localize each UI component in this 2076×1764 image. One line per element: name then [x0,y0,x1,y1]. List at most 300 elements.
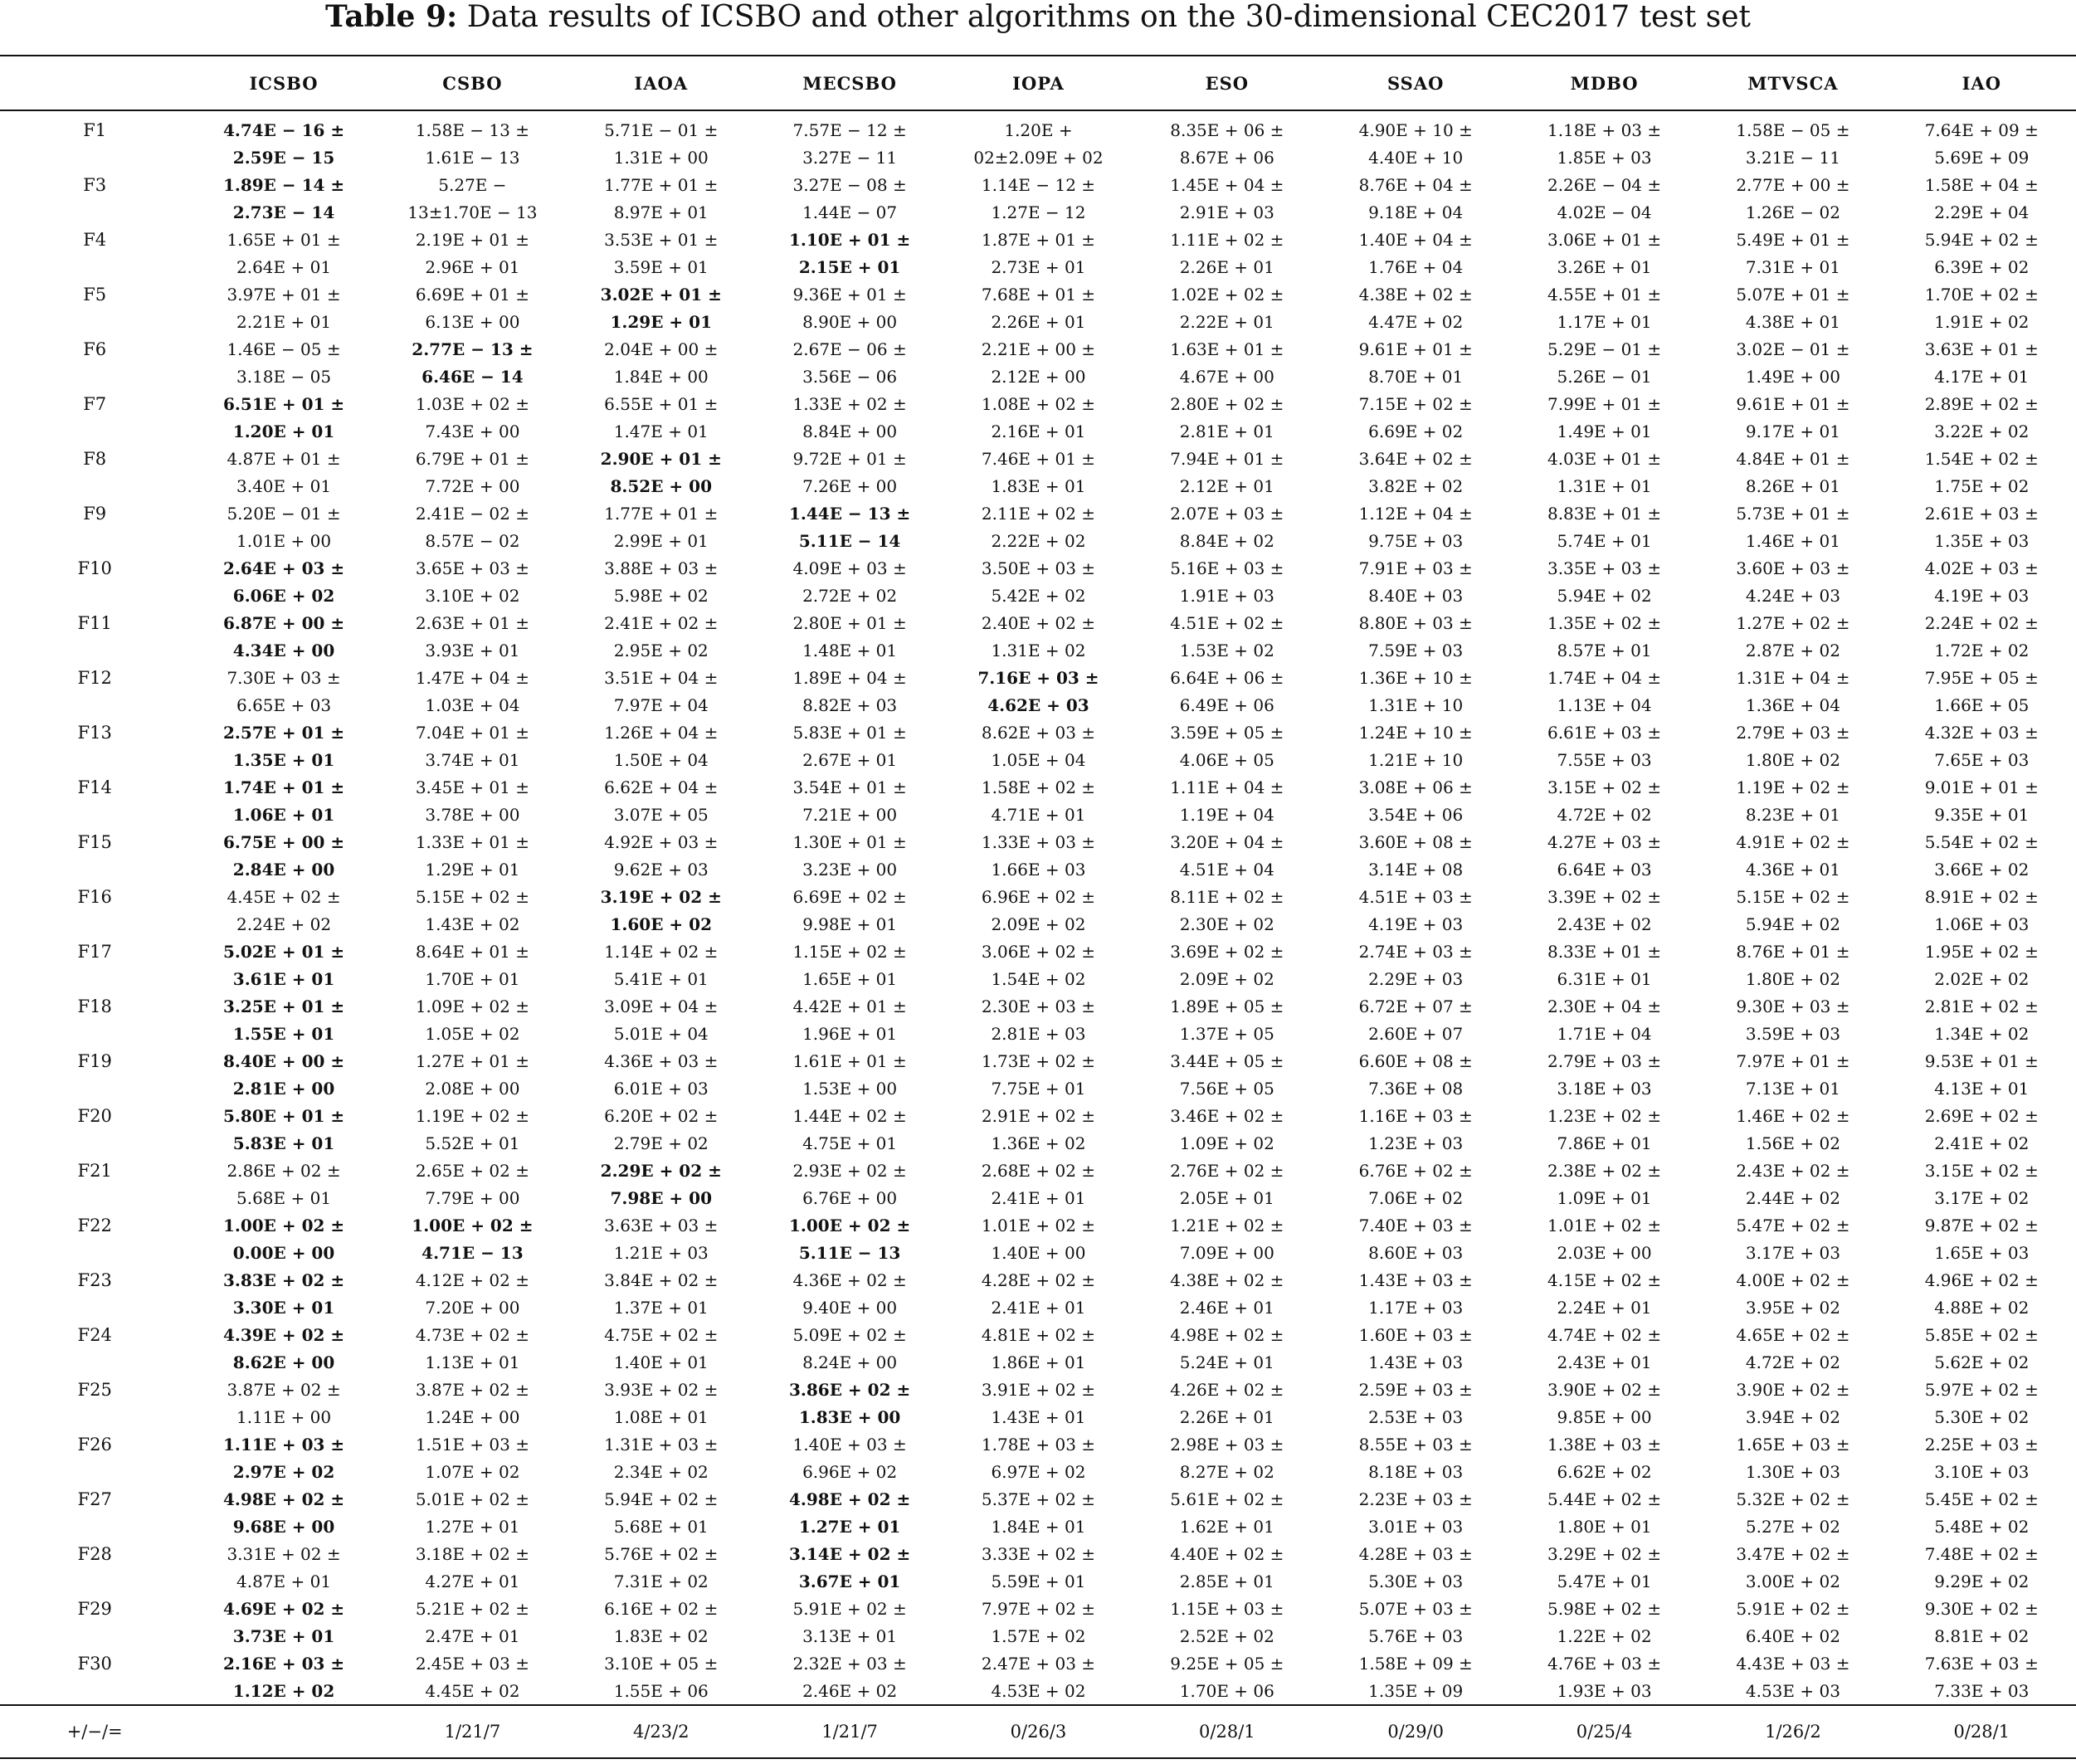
mean-cell: 2.77E − 13 ± [412,339,534,359]
std-cell: 2.44E + 02 [1745,1187,1840,1208]
mean-cell: 2.65E + 02 ± [415,1160,529,1181]
mean-cell: 5.91E + 02 ± [1736,1598,1850,1619]
std-cell: 5.42E + 02 [991,585,1086,606]
table-row-std [0,1567,2076,1595]
function-label-spacer [0,363,189,390]
std-cell: 7.65E + 03 [1934,749,2030,770]
std-cell: 4.47E + 02 [1368,311,1464,332]
mean-cell: 1.43E + 03 ± [1358,1269,1473,1290]
function-label: F17 [77,941,112,962]
mean-cell: 4.26E + 02 ± [1170,1379,1284,1400]
std-cell: 5.62E + 02 [1934,1352,2030,1372]
mean-cell: 7.95E + 05 ± [1924,667,2039,688]
std-cell: 6.13E + 00 [425,311,520,332]
mean-cell: 3.33E + 02 ± [981,1543,1096,1564]
std-cell: 4.13E + 01 [1934,1078,2030,1099]
std-cell: 1.55E + 01 [232,1023,335,1044]
function-label: F11 [77,612,112,633]
mean-cell: 2.07E + 03 ± [1170,503,1284,524]
mean-cell: 1.11E + 04 ± [1170,777,1284,797]
std-cell: 2.12E + 00 [991,366,1086,387]
std-cell: 7.06E + 02 [1368,1187,1464,1208]
std-cell: 2.79E + 02 [613,1133,709,1153]
mean-cell: 6.62E + 04 ± [604,777,719,797]
std-cell: 8.70E + 01 [1368,366,1464,387]
std-cell: 8.81E + 02 [1934,1625,2030,1646]
mean-cell: 3.19E + 02 ± [600,886,722,907]
mean-cell: 4.73E + 02 ± [415,1324,529,1345]
table-body [0,110,2076,1705]
mean-cell: 5.49E + 01 ± [1736,229,1850,250]
std-cell: 02±2.09E + 02 [973,147,1104,168]
mean-cell: 3.59E + 05 ± [1170,722,1284,743]
mean-cell: 4.98E + 02 ± [789,1489,911,1509]
std-cell: 1.71E + 04 [1557,1023,1652,1044]
mean-cell: 2.67E − 06 ± [792,339,907,359]
table-row-mean [0,664,2076,691]
function-label: F27 [77,1489,112,1509]
std-cell: 3.27E − 11 [802,147,898,168]
mean-cell: 4.75E + 02 ± [604,1324,719,1345]
mean-cell: 5.32E + 02 ± [1736,1489,1850,1509]
mean-cell: 2.77E + 00 ± [1736,174,1850,195]
mean-cell: 7.63E + 03 ± [1924,1653,2039,1674]
std-cell: 3.74E + 01 [425,749,520,770]
std-cell: 1.83E + 01 [991,475,1086,496]
std-cell: 2.73E + 01 [991,256,1086,277]
mean-cell: 7.68E + 01 ± [981,284,1096,305]
std-cell: 7.43E + 00 [425,421,520,441]
mean-cell: 4.43E + 03 ± [1736,1653,1850,1674]
mean-cell: 9.72E + 01 ± [792,448,907,469]
mean-cell: 8.91E + 02 ± [1924,886,2039,907]
table-row-std [0,527,2076,554]
function-label: F21 [77,1160,112,1181]
mean-cell: 5.94E + 02 ± [1924,229,2039,250]
std-cell: 9.75E + 03 [1368,530,1464,551]
std-cell: 4.38E + 01 [1745,311,1840,332]
mean-cell: 5.83E + 01 ± [792,722,907,743]
std-cell: 5.83E + 01 [232,1133,335,1153]
mean-cell: 1.12E + 04 ± [1358,503,1473,524]
mean-cell: 5.07E + 03 ± [1358,1598,1473,1619]
std-cell: 7.31E + 01 [1745,256,1840,277]
std-cell: 7.31E + 02 [613,1571,709,1591]
mean-cell: 2.45E + 03 ± [415,1653,529,1674]
std-cell: 7.72E + 00 [425,475,520,496]
std-cell: 3.40E + 01 [236,475,332,496]
mean-cell: 5.21E + 02 ± [415,1598,529,1619]
std-cell: 2.91E + 03 [1179,202,1274,222]
mean-cell: 1.61E + 01 ± [792,1050,907,1071]
std-cell: 3.21E − 11 [1745,147,1840,168]
std-cell: 5.59E + 01 [991,1571,1086,1591]
column-header: MDBO [1510,56,1698,110]
mean-cell: 2.80E + 02 ± [1170,393,1284,414]
mean-cell: 1.15E + 03 ± [1170,1598,1284,1619]
std-cell: 1.13E + 04 [1557,694,1652,715]
mean-cell: 9.36E + 01 ± [792,284,907,305]
mean-cell: 4.96E + 02 ± [1924,1269,2039,1290]
std-cell: 1.80E + 01 [1557,1516,1652,1537]
std-cell: 3.54E + 06 [1368,804,1464,825]
mean-cell: 1.89E + 05 ± [1170,996,1284,1016]
function-label-spacer [0,472,189,499]
summary-cell: 0/28/1 [1888,1705,2076,1758]
mean-cell: 2.86E + 02 ± [227,1160,341,1181]
table-row-std [0,1129,2076,1157]
std-cell: 2.95E + 02 [613,640,709,660]
std-cell: 8.90E + 00 [802,311,898,332]
std-cell: 1.13E + 01 [425,1352,520,1372]
mean-cell: 1.46E − 05 ± [227,339,341,359]
std-cell: 8.26E + 01 [1745,475,1840,496]
mean-cell: 3.46E + 02 ± [1170,1105,1284,1126]
mean-cell: 4.12E + 02 ± [415,1269,529,1290]
std-cell: 3.26E + 01 [1557,256,1652,277]
std-cell: 2.84E + 00 [232,859,335,880]
std-cell: 1.65E + 01 [802,968,898,989]
std-cell: 6.49E + 06 [1179,694,1274,715]
mean-cell: 3.02E + 01 ± [600,284,722,305]
std-cell: 5.47E + 01 [1557,1571,1652,1591]
std-cell: 9.29E + 02 [1934,1571,2030,1591]
std-cell: 2.60E + 07 [1368,1023,1464,1044]
mean-cell: 1.44E + 02 ± [792,1105,907,1126]
std-cell: 1.35E + 03 [1934,530,2030,551]
std-cell: 1.37E + 01 [613,1297,709,1318]
std-cell: 3.10E + 02 [425,585,520,606]
std-cell: 3.78E + 00 [425,804,520,825]
mean-cell: 8.80E + 03 ± [1358,612,1473,633]
mean-cell: 6.96E + 02 ± [981,886,1096,907]
function-label-spacer [0,1622,189,1649]
std-cell: 2.29E + 04 [1934,202,2030,222]
mean-cell: 3.14E + 02 ± [789,1543,911,1564]
std-cell: 8.24E + 00 [802,1352,898,1372]
mean-cell: 8.76E + 01 ± [1736,941,1850,962]
mean-cell: 4.15E + 02 ± [1547,1269,1662,1290]
std-cell: 1.29E + 01 [610,311,712,332]
mean-cell: 2.24E + 02 ± [1924,612,2039,633]
std-cell: 1.76E + 04 [1368,256,1464,277]
std-cell: 1.43E + 02 [425,914,520,934]
std-cell: 3.07E + 05 [613,804,709,825]
function-label-spacer [0,1513,189,1540]
std-cell: 5.68E + 01 [613,1516,709,1537]
mean-cell: 3.02E − 01 ± [1736,339,1850,359]
std-cell: 1.31E + 01 [1557,475,1652,496]
mean-cell: 6.76E + 02 ± [1358,1160,1473,1181]
std-cell: 4.87E + 01 [236,1571,332,1591]
mean-cell: 8.35E + 06 ± [1170,119,1284,140]
mean-cell: 1.15E + 02 ± [792,941,907,962]
table-row-std [0,582,2076,609]
table-row-mean [0,1649,2076,1677]
std-cell: 1.47E + 01 [613,421,709,441]
mean-cell: 1.27E + 01 ± [415,1050,529,1071]
summary-cell: 0/26/3 [944,1705,1133,1758]
mean-cell: 1.58E − 05 ± [1736,119,1850,140]
std-cell: 5.11E − 14 [798,530,901,551]
table-row-mean [0,554,2076,582]
mean-cell: 2.57E + 01 ± [222,722,345,743]
std-cell: 2.41E + 01 [991,1297,1086,1318]
std-cell: 7.36E + 08 [1368,1078,1464,1099]
std-cell: 9.85E + 00 [1557,1406,1652,1427]
mean-cell: 1.58E − 13 ± [415,119,529,140]
std-cell: 3.93E + 01 [425,640,520,660]
mean-cell: 1.00E + 02 ± [222,1215,345,1235]
mean-cell: 1.47E + 04 ± [415,667,529,688]
mean-cell: 2.29E + 02 ± [600,1160,722,1181]
std-cell: 7.97E + 04 [613,694,709,715]
table-row-std [0,144,2076,171]
table-row-std [0,636,2076,664]
mean-cell: 2.32E + 03 ± [792,1653,907,1674]
std-cell: 1.65E + 03 [1934,1242,2030,1263]
mean-cell: 4.55E + 01 ± [1547,284,1662,305]
mean-cell: 3.39E + 02 ± [1547,886,1662,907]
mean-cell: 1.14E − 12 ± [981,174,1096,195]
mean-cell: 8.55E + 03 ± [1358,1434,1473,1455]
mean-cell: 1.16E + 03 ± [1358,1105,1473,1126]
std-cell: 1.29E + 01 [425,859,520,880]
mean-cell: 1.19E + 02 ± [1736,777,1850,797]
table-title: Data results of ICSBO and other algorithms on the 30-dimensional CEC2017 test set [457,0,1751,34]
std-cell: 3.82E + 02 [1368,475,1464,496]
std-cell: 3.94E + 02 [1745,1406,1840,1427]
mean-cell: 3.18E + 02 ± [415,1543,529,1564]
std-cell: 3.67E + 01 [798,1571,901,1591]
std-cell: 1.46E + 01 [1745,530,1840,551]
summary-cell: 4/23/2 [567,1705,755,1758]
mean-cell: 9.30E + 02 ± [1924,1598,2039,1619]
mean-cell: 6.72E + 07 ± [1358,996,1473,1016]
function-label-spacer [0,1458,189,1485]
mean-cell: 1.01E + 02 ± [1547,1215,1662,1235]
std-cell: 2.59E − 15 [232,147,335,168]
function-label-spacer [0,1129,189,1157]
std-cell: 1.31E + 10 [1368,694,1464,715]
table-row-mean [0,280,2076,308]
mean-cell: 1.40E + 04 ± [1358,229,1473,250]
std-cell: 1.66E + 03 [991,859,1086,880]
mean-cell: 3.29E + 02 ± [1547,1543,1662,1564]
mean-cell: 4.69E + 02 ± [222,1598,345,1619]
mean-cell: 6.75E + 00 ± [222,831,345,852]
std-cell: 1.17E + 01 [1557,311,1652,332]
std-cell: 1.56E + 02 [1745,1133,1840,1153]
mean-cell: 2.41E + 02 ± [604,612,719,633]
std-cell: 6.31E + 01 [1557,968,1652,989]
column-header: ESO [1133,56,1321,110]
mean-cell: 5.98E + 02 ± [1547,1598,1662,1619]
mean-cell: 4.40E + 02 ± [1170,1543,1284,1564]
table-row-mean [0,1485,2076,1513]
std-cell: 4.72E + 02 [1557,804,1652,825]
mean-cell: 4.92E + 03 ± [604,831,719,852]
table-row-mean [0,1047,2076,1074]
std-cell: 1.49E + 00 [1745,366,1840,387]
std-cell: 1.05E + 02 [425,1023,520,1044]
std-cell: 4.45E + 02 [425,1680,520,1701]
std-cell: 4.17E + 01 [1934,366,2030,387]
std-cell: 2.08E + 00 [425,1078,520,1099]
summary-cell [189,1705,378,1758]
std-cell: 1.86E + 01 [991,1352,1086,1372]
std-cell: 2.46E + 02 [802,1680,898,1701]
mean-cell: 3.88E + 03 ± [604,558,719,578]
mean-cell: 5.76E + 02 ± [604,1543,719,1564]
std-cell: 5.76E + 03 [1368,1625,1464,1646]
mean-cell: 3.09E + 04 ± [604,996,719,1016]
std-cell: 2.46E + 01 [1179,1297,1274,1318]
mean-cell: 7.57E − 12 ± [792,119,907,140]
std-cell: 1.09E + 02 [1179,1133,1274,1153]
table-row-mean [0,609,2076,636]
std-cell: 1.31E + 02 [991,640,1086,660]
std-cell: 5.48E + 02 [1934,1516,2030,1537]
std-cell: 5.94E + 02 [1557,585,1652,606]
std-cell: 1.91E + 03 [1179,585,1274,606]
mean-cell: 3.65E + 03 ± [415,558,529,578]
mean-cell: 1.10E + 01 ± [789,229,911,250]
std-cell: 6.62E + 02 [1557,1461,1652,1482]
function-label: F18 [77,996,112,1016]
mean-cell: 3.90E + 02 ± [1736,1379,1850,1400]
mean-cell: 2.04E + 00 ± [604,339,719,359]
table-row-mean [0,938,2076,965]
std-cell: 1.50E + 04 [613,749,709,770]
function-label: F7 [83,393,107,414]
mean-cell: 3.60E + 08 ± [1358,831,1473,852]
mean-cell: 2.26E − 04 ± [1547,174,1662,195]
std-cell: 2.22E + 02 [991,530,1086,551]
std-cell: 7.56E + 05 [1179,1078,1274,1099]
function-label-spacer [0,1348,189,1376]
function-label: F26 [77,1434,112,1455]
std-cell: 8.52E + 00 [610,475,712,496]
std-cell: 9.18E + 04 [1368,202,1464,222]
std-cell: 6.64E + 03 [1557,859,1652,880]
function-label: F16 [77,886,112,907]
std-cell: 1.48E + 01 [802,640,898,660]
mean-cell: 5.91E + 02 ± [792,1598,907,1619]
mean-cell: 4.03E + 01 ± [1547,448,1662,469]
mean-cell: 2.98E + 03 ± [1170,1434,1284,1455]
std-cell: 1.27E + 01 [425,1516,520,1537]
mean-cell: 2.21E + 00 ± [981,339,1096,359]
std-cell: 1.84E + 00 [613,366,709,387]
std-cell: 1.66E + 05 [1934,694,2030,715]
mean-cell: 1.89E − 14 ± [222,174,345,195]
mean-cell: 8.40E + 00 ± [222,1050,345,1071]
mean-cell: 3.54E + 01 ± [792,777,907,797]
mean-cell: 1.03E + 02 ± [415,393,529,414]
mean-cell: 4.39E + 02 ± [222,1324,345,1345]
function-label-spacer [0,910,189,938]
std-cell: 7.13E + 01 [1745,1078,1840,1099]
std-cell: 1.60E + 02 [610,914,712,934]
std-cell: 8.62E + 00 [232,1352,335,1372]
mean-cell: 5.54E + 02 ± [1924,831,2039,852]
mean-cell: 3.53E + 01 ± [604,229,719,250]
std-cell: 2.03E + 00 [1557,1242,1652,1263]
function-label: F9 [83,503,107,524]
std-cell: 6.39E + 02 [1934,256,2030,277]
mean-cell: 2.81E + 02 ± [1924,996,2039,1016]
mean-cell: 5.07E + 01 ± [1736,284,1850,305]
std-cell: 4.72E + 02 [1745,1352,1840,1372]
std-cell: 3.56E − 06 [802,366,898,387]
mean-cell: 1.11E + 02 ± [1170,229,1284,250]
summary-cell: 0/28/1 [1133,1705,1321,1758]
mean-cell: 9.53E + 01 ± [1924,1050,2039,1071]
std-cell: 1.44E − 07 [802,202,898,222]
mean-cell: 4.45E + 02 ± [227,886,341,907]
std-cell: 5.94E + 02 [1745,914,1840,934]
mean-cell: 3.87E + 02 ± [415,1379,529,1400]
std-cell: 7.79E + 00 [425,1187,520,1208]
std-cell: 2.15E + 01 [798,256,901,277]
mean-cell: 2.41E − 02 ± [415,503,529,524]
std-cell: 2.81E + 01 [1179,421,1274,441]
function-label: F24 [77,1324,112,1345]
mean-cell: 1.30E + 01 ± [792,831,907,852]
std-cell: 5.30E + 02 [1934,1406,2030,1427]
function-label-spacer [0,855,189,883]
table-row-std [0,1622,2076,1649]
mean-cell: 4.36E + 03 ± [604,1050,719,1071]
mean-cell: 3.83E + 02 ± [222,1269,345,1290]
mean-cell: 2.59E + 03 ± [1358,1379,1473,1400]
std-cell: 5.52E + 01 [425,1133,520,1153]
std-cell: 6.76E + 00 [802,1187,898,1208]
mean-cell: 2.64E + 03 ± [222,558,345,578]
mean-cell: 4.51E + 03 ± [1358,886,1473,907]
mean-cell: 5.71E − 01 ± [604,119,719,140]
summary-cell: 0/25/4 [1510,1705,1698,1758]
std-cell: 1.06E + 03 [1934,914,2030,934]
function-label-spacer [0,253,189,280]
mean-cell: 8.11E + 02 ± [1170,886,1284,907]
std-cell: 8.18E + 03 [1368,1461,1464,1482]
function-label-spacer [0,1294,189,1321]
mean-cell: 1.65E + 01 ± [227,229,341,250]
std-cell: 5.41E + 01 [613,968,709,989]
mean-cell: 1.78E + 03 ± [981,1434,1096,1455]
mean-cell: 3.64E + 02 ± [1358,448,1473,469]
std-cell: 2.53E + 03 [1368,1406,1464,1427]
function-label: F28 [77,1543,112,1564]
mean-cell: 5.16E + 03 ± [1170,558,1284,578]
std-cell: 3.66E + 02 [1934,859,2030,880]
mean-cell: 1.19E + 02 ± [415,1105,529,1126]
mean-cell: 2.61E + 03 ± [1924,503,2039,524]
mean-cell: 4.38E + 02 ± [1170,1269,1284,1290]
mean-cell: 1.33E + 02 ± [792,393,907,414]
mean-cell: 2.16E + 03 ± [222,1653,345,1674]
table-row-std [0,910,2076,938]
function-label: F3 [83,174,107,195]
table-label: Table 9: [325,0,458,34]
std-cell: 7.75E + 01 [991,1078,1086,1099]
function-label: F25 [77,1379,112,1400]
std-cell: 1.36E + 02 [991,1133,1086,1153]
mean-cell: 2.30E + 03 ± [981,996,1096,1016]
std-cell: 5.30E + 03 [1368,1571,1464,1591]
